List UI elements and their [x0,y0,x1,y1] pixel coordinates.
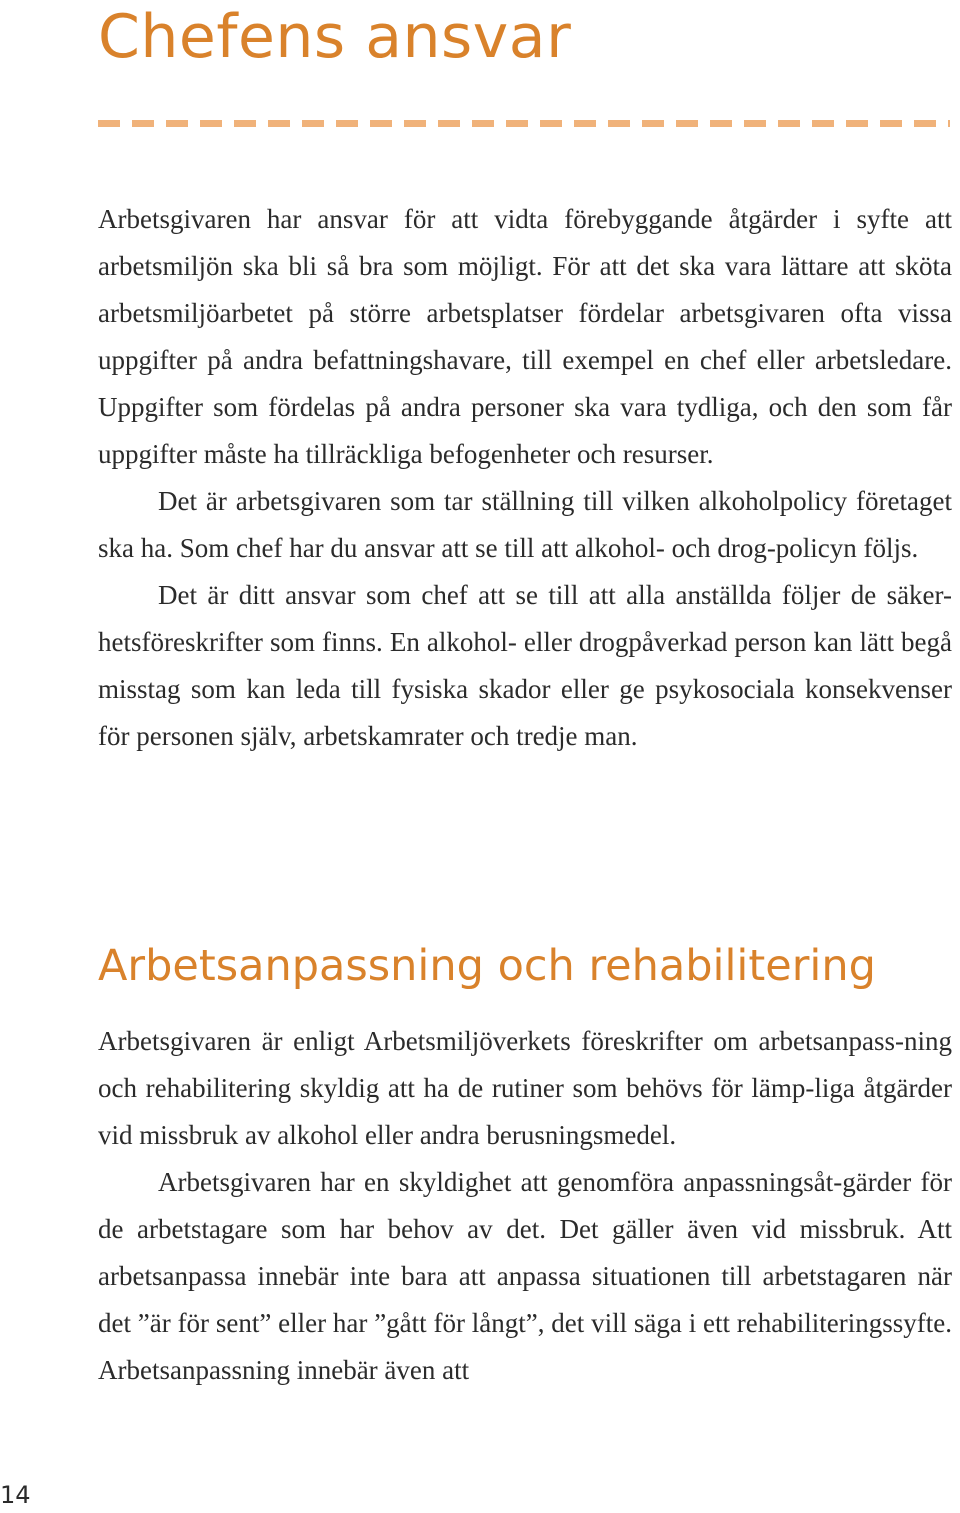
page-number: 14 [0,1481,31,1509]
paragraph: Arbetsgivaren har en skyldighet att genomföra anpassningsåt-gärder för de arbetstagare som har behov av det. Det gäller även vid missbruk. Att arbetsanpassa innebär inte bara att anpassa situationen till arbetstagaren när det ”är för sent” eller har ”gått för långt”, det vill säga i ett rehabiliteringssyfte. Arbetsanpassning innebär även att [98,1167,952,1385]
paragraph: Det är ditt ansvar som chef att se till att alla anställda följer de säker-hetsföreskrifter som finns. En alkohol- eller drogpåverkad person kan lätt begå misstag som kan leda till fysiska skador eller ge psykosociala konsekvenser för personen själv, arbetskamrater och tredje man. [98,580,952,751]
section-heading-chefens-ansvar: Chefens ansvar [98,2,572,72]
paragraph: Arbetsgivaren har ansvar för att vidta förebyggande åtgärder i syfte att arbetsmiljön ska bli så bra som möjligt. För att det ska vara lättare att sköta arbetsmiljöarbetet på större arbetsplatser fördelar arbetsgivaren ofta vissa uppgifter på andra befattningshavare, till exempel en chef eller arbetsledare. Uppgifter som fördelas på andra personer ska vara tydliga, och den som får uppgifter måste ha tillräckliga befogenheter och resurser. [98,204,952,469]
paragraph: Det är arbetsgivaren som tar ställning till vilken alkoholpolicy företaget ska ha. Som chef har du ansvar att se till att alkohol- och drog-policyn följs. [98,486,952,563]
dashed-divider [98,120,950,127]
section-body-arbetsanpassning [98,1018,952,1394]
paragraph: Arbetsgivaren är enligt Arbetsmiljöverkets föreskrifter om arbetsanpass-ning och rehabilitering skyldig att ha de rutiner som behövs för lämp-liga åtgärder vid missbruk av alkohol eller andra berusningsmedel. [98,1026,952,1150]
section-body-chefens-ansvar [98,196,952,760]
section-heading-arbetsanpassning: Arbetsanpassning och rehabilitering [98,941,876,991]
